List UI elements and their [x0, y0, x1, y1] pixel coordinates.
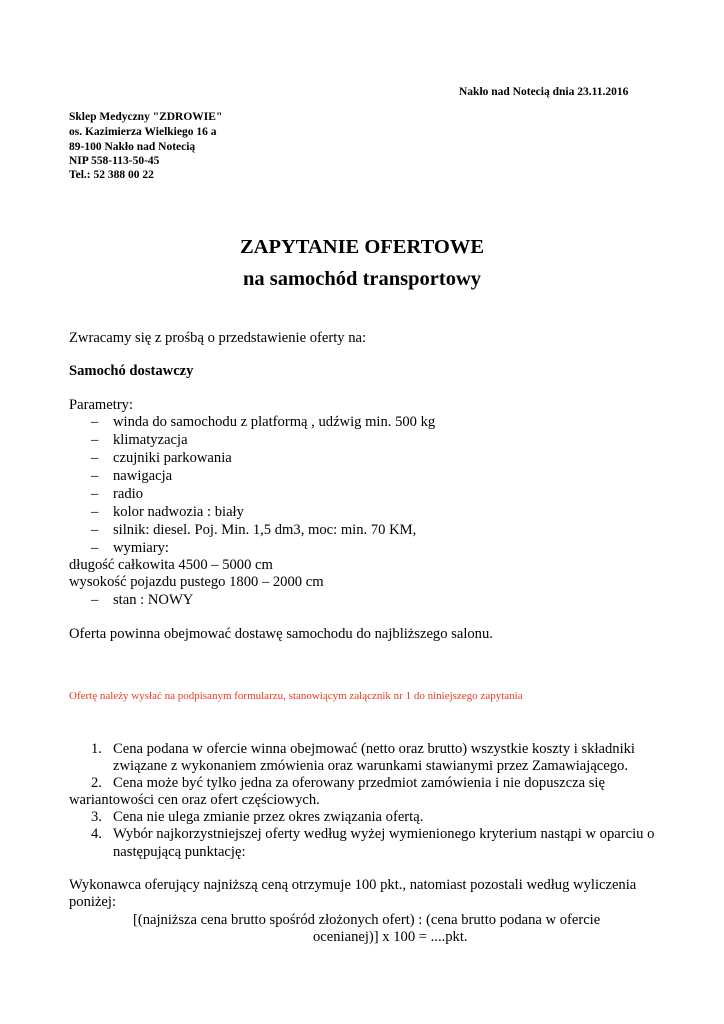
list-item: klimatyzacja [113, 432, 188, 448]
list-item: silnik: diesel. Poj. Min. 1,5 dm3, moc: min. 70 KM, [113, 522, 417, 538]
list-dash: – [91, 414, 99, 430]
document-title: ZAPYTANIE OFERTOWE [240, 236, 484, 258]
dimension-line: wysokość pojazdu pustego 1800 – 2000 cm [69, 574, 324, 590]
sender-name: Sklep Medyczny "ZDROWIE" [69, 111, 223, 123]
params-label: Parametry: [69, 397, 134, 413]
list-item: wymiary: [113, 540, 169, 556]
sender-street: os. Kazimierza Wielkiego 16 a [69, 126, 217, 138]
submission-notice: Ofertę należy wysłać na podpisanym formularzu, stanowiącym załącznik nr 1 do niniejszego zapytania [69, 690, 523, 702]
list-item: radio [113, 486, 143, 502]
condition-text: Wybór najkorzystniejszej oferty według wyżej wymienionego kryterium nastąpi w oparciu o [113, 826, 655, 842]
sender-nip: NIP 558-113-50-45 [69, 155, 160, 167]
list-dash: – [91, 450, 99, 466]
list-dash: – [91, 522, 99, 538]
list-dash: – [91, 540, 99, 556]
condition-text: Cena podana w ofercie winna obejmować (netto oraz brutto) wszystkie koszty i składniki [113, 741, 635, 757]
list-number: 3. [91, 809, 102, 825]
list-item: nawigacja [113, 468, 173, 484]
list-item: kolor nadwozia : biały [113, 504, 244, 520]
scoring-text: Wykonawca oferujący najniższą ceną otrzymuje 100 pkt., natomiast pozostali według wyliczenia [69, 877, 637, 893]
list-number: 1. [91, 741, 102, 757]
condition-text: związane z wykonaniem zmówienia oraz warunkami stawianymi przez Zamawiającego. [113, 758, 629, 774]
list-dash: – [91, 592, 99, 608]
list-dash: – [91, 504, 99, 520]
list-item: winda do samochodu z platformą , udźwig min. 500 kg [113, 414, 436, 430]
condition-text: wariantowości cen oraz ofert częściowych. [69, 792, 320, 808]
list-item: stan : NOWY [113, 592, 194, 608]
sender-city: 89-100 Nakło nad Notecią [69, 141, 196, 153]
sender-phone: Tel.: 52 388 00 22 [69, 169, 154, 181]
condition-text: Cena może być tylko jedna za oferowany przedmiot zamówienia i nie dopuszcza się [113, 775, 605, 791]
list-number: 2. [91, 775, 102, 791]
scoring-formula: [(najniższa cena brutto spośród złożonych ofert) : (cena brutto podana w ofercie [133, 912, 601, 928]
dimension-line: długość całkowita 4500 – 5000 cm [69, 557, 273, 573]
delivery-text: Oferta powinna obejmować dostawę samochodu do najbliższego salonu. [69, 626, 493, 642]
scoring-text: poniżej: [69, 894, 117, 910]
document-subtitle: na samochód transportowy [242, 268, 482, 290]
condition-text: Cena nie ulega zmianie przez okres związania ofertą. [113, 809, 424, 825]
list-dash: – [91, 468, 99, 484]
condition-text: następującą punktację: [113, 844, 246, 860]
list-number: 4. [91, 826, 102, 842]
scoring-formula: ocenianej)] x 100 = ....pkt. [313, 929, 468, 945]
subject-heading: Samochó dostawczy [69, 363, 194, 379]
intro-text: Zwracamy się z prośbą o przedstawienie oferty na: [69, 330, 367, 346]
list-dash: – [91, 432, 99, 448]
place-date: Nakło nad Notecią dnia 23.11.2016 [459, 86, 629, 98]
list-item: czujniki parkowania [113, 450, 232, 466]
list-dash: – [91, 486, 99, 502]
